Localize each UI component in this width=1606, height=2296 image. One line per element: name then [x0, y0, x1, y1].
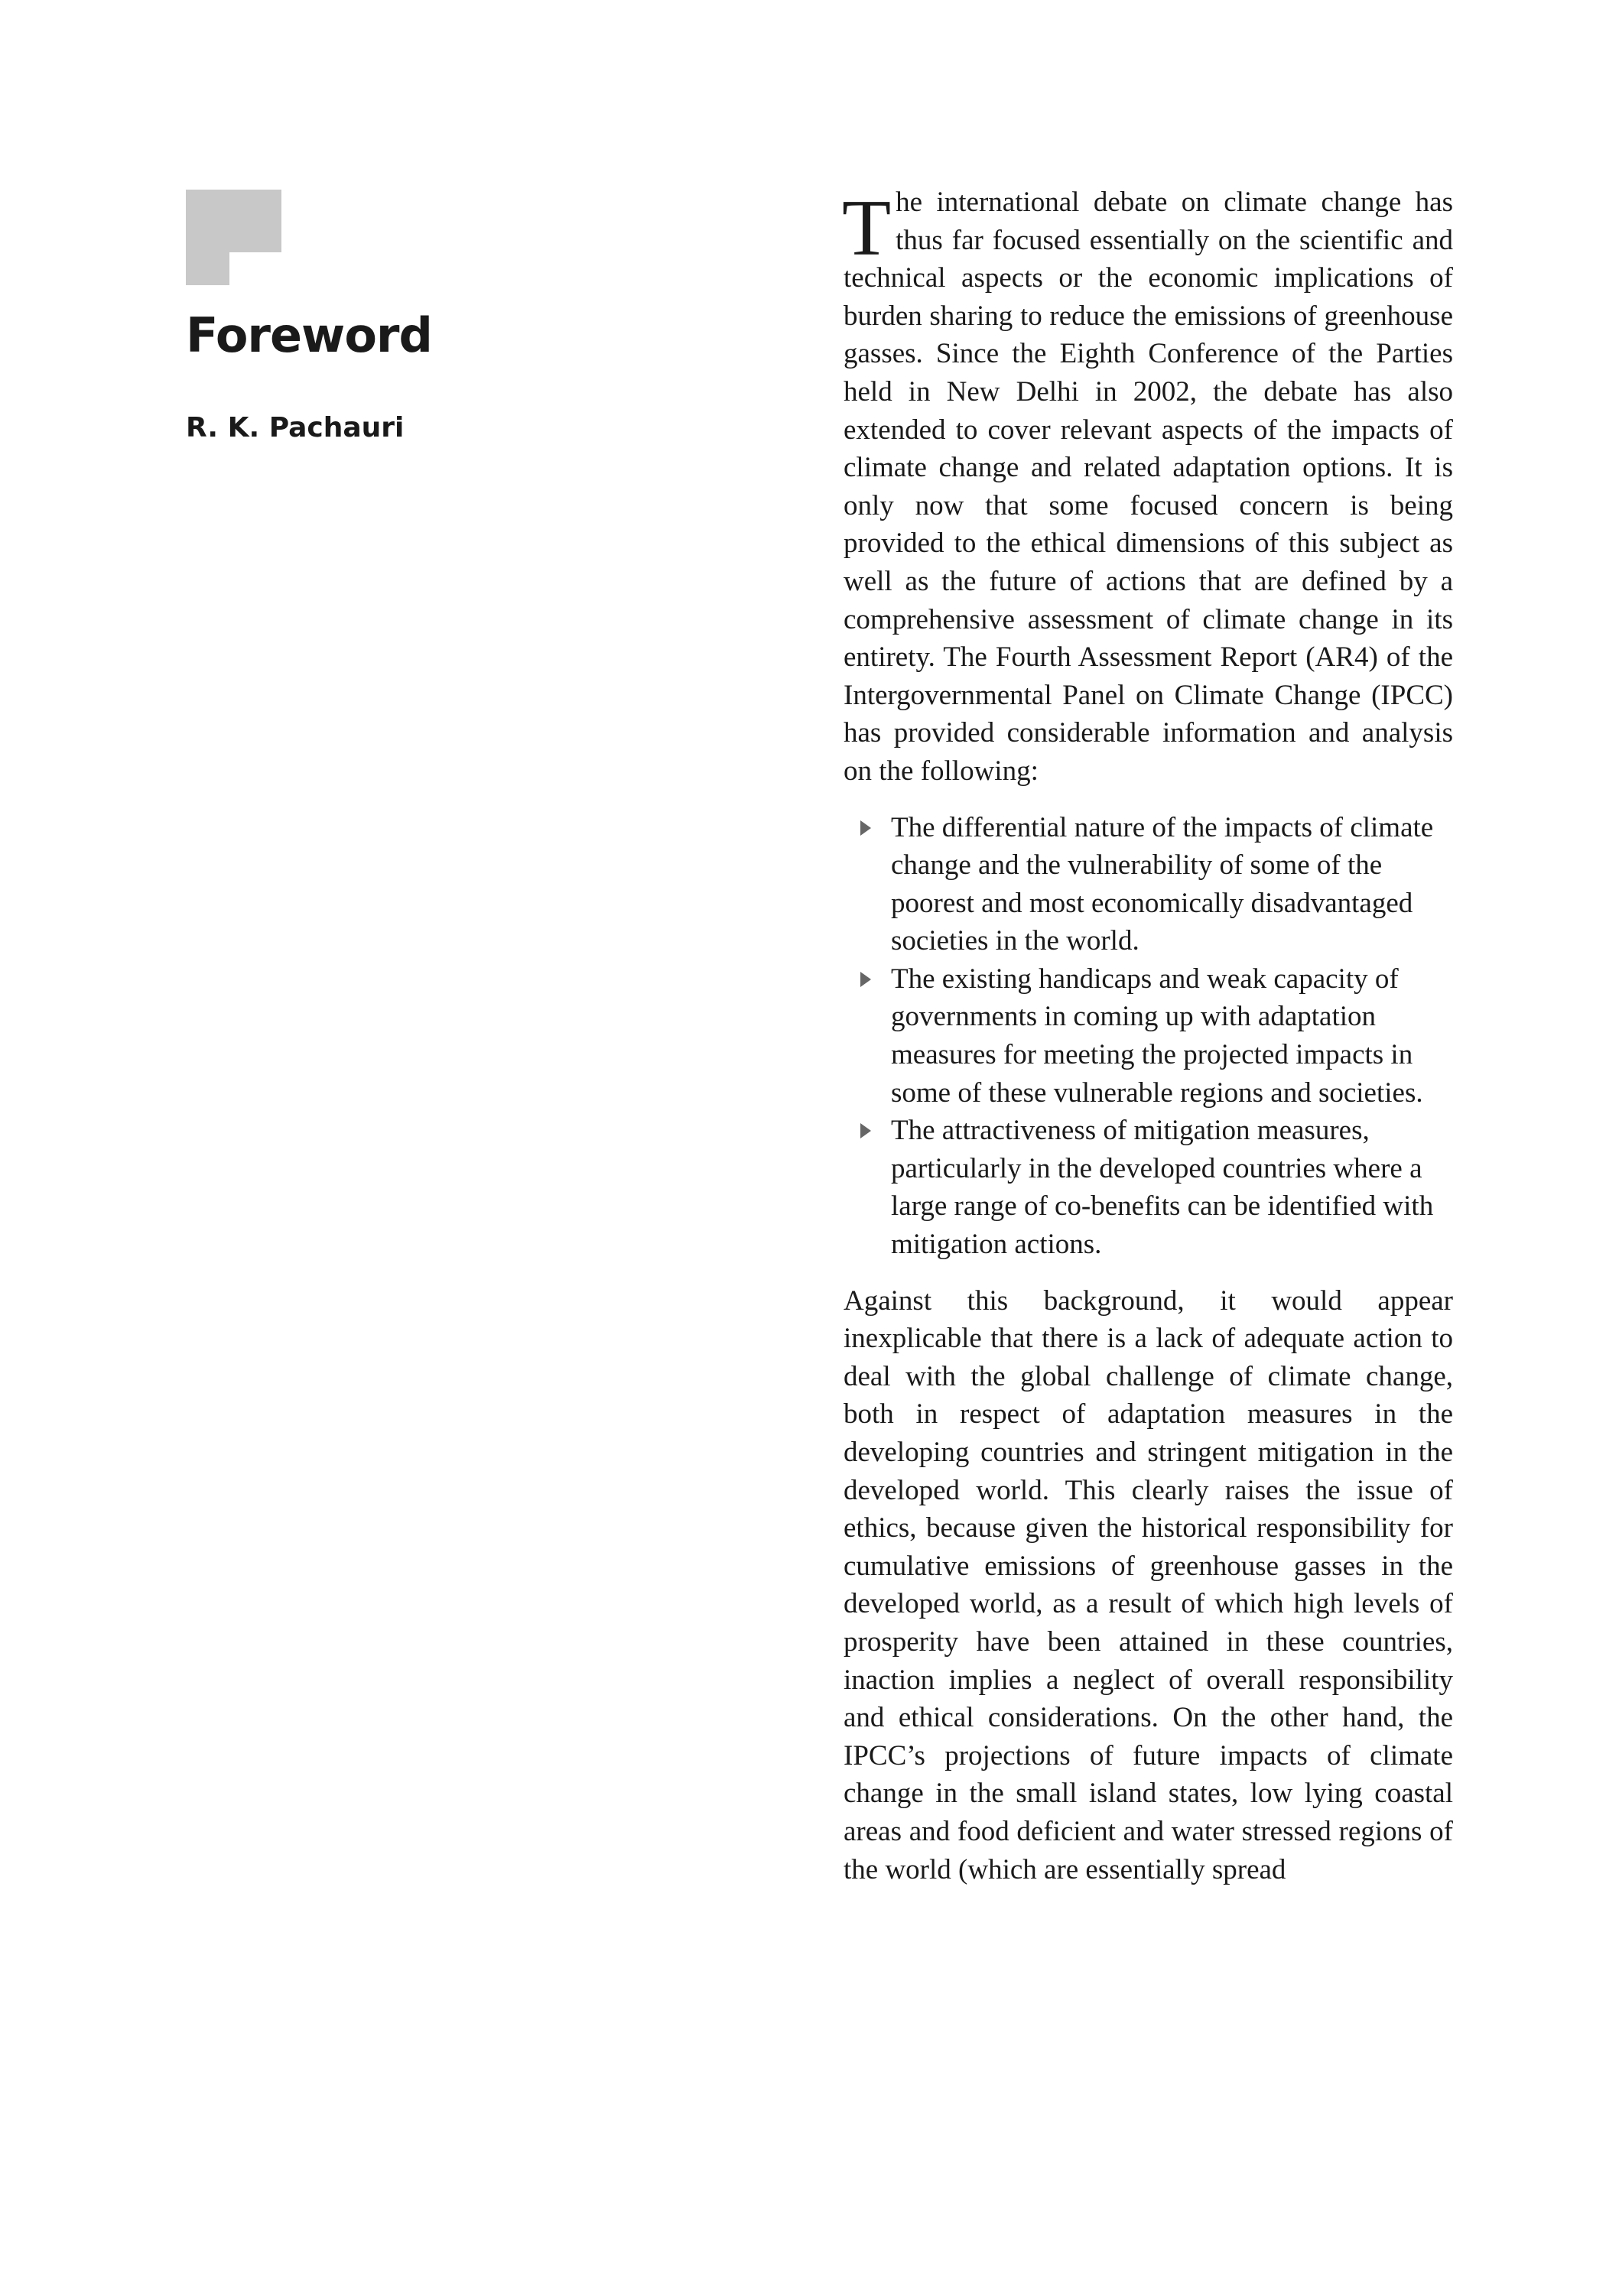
- drop-cap: T: [842, 183, 892, 272]
- closing-paragraph: Against this background, it would appear inexplicable that there is a lack of adequate action to deal with the global challenge of climate change, both in respect of adaptation measures in the developing countries and stringent mitigation in the developed world. This clearly raises the issue of ethics, because given the historical responsibility for cumulative emissions of greenhouse gasses in the developed world, as a result of which high levels of prosperity have been attained in these countries, inaction implies a neglect of overall responsibility and ethical considerations. On the other hand, the IPCC’s projections of future impacts of climate change in the small island states, low lying coastal areas and food deficient and water stressed regions of the world (which are essentially spread: [844, 1284, 1453, 1885]
- arrow-bullet-icon: [860, 972, 871, 987]
- bullet-item: [891, 809, 1453, 960]
- bullet-text: The differential nature of the impacts of climate change and the vulnerability of some of the poorest and most economically disadvantaged societies in the world.: [891, 811, 1434, 957]
- bullet-list: [844, 809, 1453, 1264]
- chapter-decoration-notch: [229, 252, 281, 285]
- author-name: R. K. Pachauri: [186, 412, 405, 443]
- bullet-item: [891, 960, 1453, 1112]
- body-text-column: [844, 183, 1453, 1888]
- intro-paragraph: [844, 183, 1453, 791]
- chapter-title: Foreword: [186, 307, 432, 363]
- intro-paragraph-text: he international debate on climate change has thus far focused essentially on the scientific and technical aspects or the economic implications of burden sharing to reduce the emissions of greenhouse gasses. Since the Eighth Conference of the Parties held in New Delhi in 2002, the debate has also extended to cover relevant aspects of the impacts of climate change and related adaptation options. It is only now that some focused concern is being provided to the ethical dimensions of this subject as well as the future of actions that are defined by a comprehensive assessment of climate change in its entirety. The Fourth Assessment Report (AR4) of the Intergovernmental Panel on Climate Change (IPCC) has provided considerable information and analysis on the following:: [844, 187, 1453, 787]
- bullet-text: The existing handicaps and weak capacity of governments in coming up with adaptation measures for meeting the projected impacts in some of these vulnerable regions and societies.: [891, 963, 1423, 1109]
- arrow-bullet-icon: [860, 820, 871, 836]
- bullet-text: The attractiveness of mitigation measures, particularly in the developed countries where a large range of co-benefits can be identified with mitigation actions.: [891, 1115, 1434, 1261]
- bullet-item: [891, 1112, 1453, 1263]
- arrow-bullet-icon: [860, 1123, 871, 1138]
